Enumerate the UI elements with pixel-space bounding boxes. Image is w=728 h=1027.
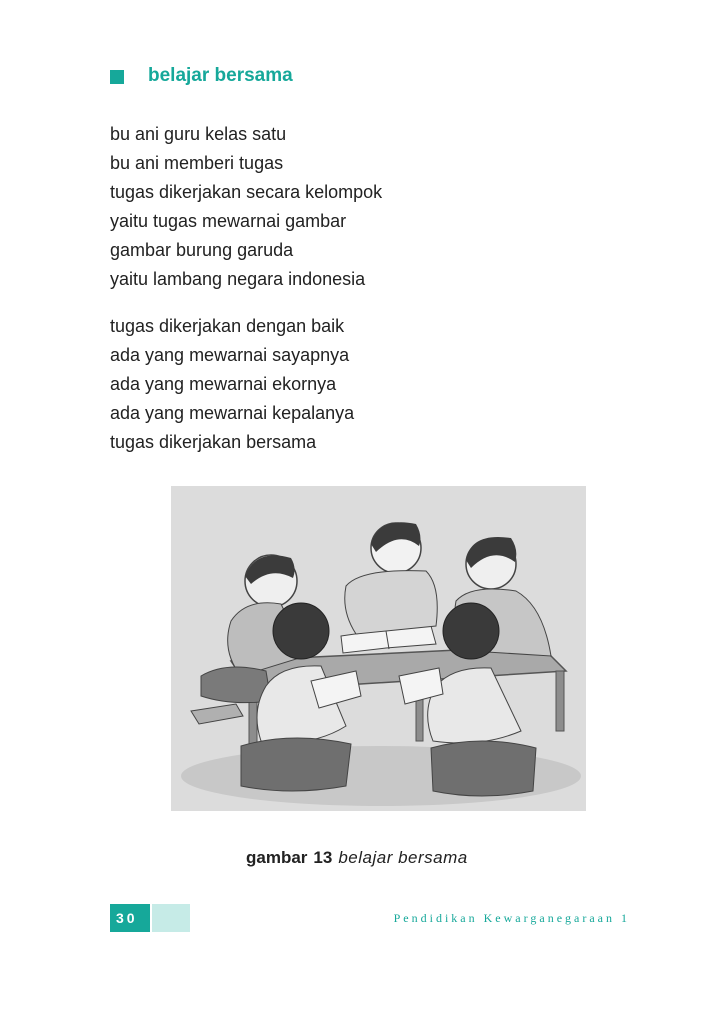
poem-line: ada yang mewarnai ekornya xyxy=(110,374,337,394)
poem-line: ada yang mewarnai sayapnya xyxy=(110,345,350,365)
poem-line: bu ani guru kelas satu xyxy=(110,124,287,144)
poem-stanza-2 xyxy=(110,312,354,457)
figure-caption xyxy=(246,848,468,868)
poem-line: yaitu tugas mewarnai gambar xyxy=(110,211,347,231)
footer-decor-box xyxy=(152,904,190,932)
poem-stanza-1 xyxy=(110,120,382,294)
section-heading: belajar bersama xyxy=(148,65,293,86)
poem-line: tugas dikerjakan bersama xyxy=(110,432,317,452)
poem-line: ada yang mewarnai kepalanya xyxy=(110,403,355,423)
caption-title: belajar bersama xyxy=(338,848,468,867)
page-footer xyxy=(110,904,630,932)
page-number: 30 xyxy=(110,904,150,932)
illustration-children-studying xyxy=(171,486,586,811)
poem-line: tugas dikerjakan secara kelompok xyxy=(110,182,383,202)
book-title: Pendidikan Kewarganegaraan 1 xyxy=(393,911,630,925)
caption-label: gambar xyxy=(246,848,308,867)
poem-line: tugas dikerjakan dengan baik xyxy=(110,316,345,336)
caption-number: 13 xyxy=(313,848,333,867)
heading-bullet-icon xyxy=(110,70,124,84)
illustration-drawing xyxy=(171,486,586,811)
poem-line: yaitu lambang negara indonesia xyxy=(110,269,366,289)
poem-line: bu ani memberi tugas xyxy=(110,153,284,173)
poem-line: gambar burung garuda xyxy=(110,240,294,260)
